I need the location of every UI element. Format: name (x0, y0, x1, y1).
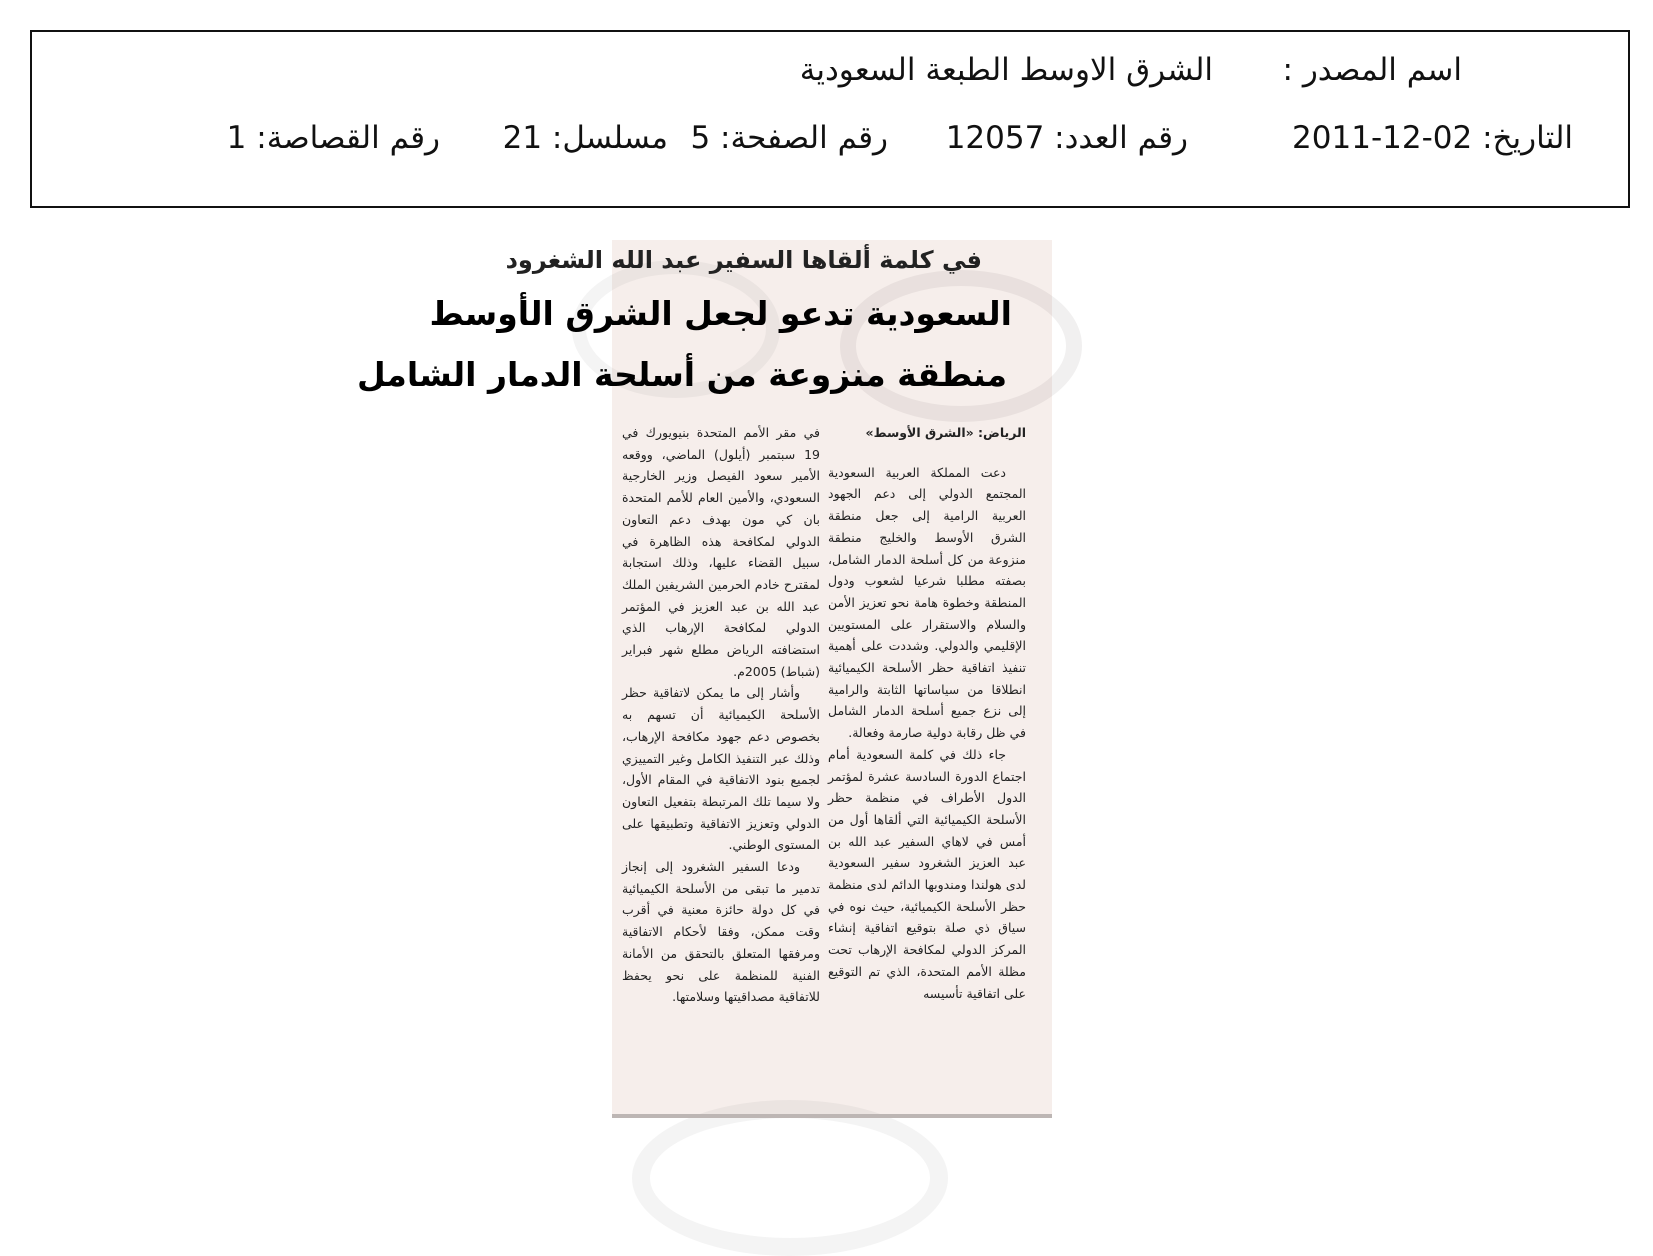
article-paragraph: في مقر الأمم المتحدة بنيويورك في 19 سبتمبر (أيلول) الماضي، ووقعه الأمير سعود الفيصل وزير الخارجية السعودي، والأمين العام للأمم المتحدة بان كي مون بهدف دعم التعاون الدولي لمكافحة هذه الظاهرة في سبيل القضاء عليها، وذلك استجابة لمقترح خادم الحرمين الشريفين الملك عبد الله بن عبد العزيز في المؤتمر الدولي لمكافحة الإرهاب الذي استضافته الرياض مطلع شهر فبراير (شباط) 2005م. (622, 425, 820, 679)
issue-number-field: رقم العدد: 12057 (945, 120, 1188, 156)
source-value: الشرق الاوسط الطبعة السعودية (799, 52, 1213, 88)
article-headline-line-2: منطقة منزوعة من أسلحة الدمار الشامل (356, 355, 1007, 394)
article-paragraph: دعت المملكة العربية السعودية المجتمع الدولي إلى دعم الجهود العربية الرامية إلى جعل منطقة الشرق الأوسط والخليج منطقة منزوعة من كل أسلحة الدمار الشامل، بصفته مطلبا شرعيا لشعوب ودول المنطقة وخطوة هامة نحو تعزيز الأمن والسلام والاستقرار على المستويين الإقليمي والدولي. وشددت على أهمية تنفيذ اتفاقية حظر الأسلحة الكيميائية انطلاقا من سياساتها الثابتة والرامية إلى نزع جميع أسلحة الدمار الشامل في ظل رقابة دولية صارمة وفعالة. (828, 464, 1026, 741)
date-field: التاريخ: 02-12-2011 (1292, 120, 1573, 156)
page-number-field: رقم الصفحة: 5 (690, 120, 888, 156)
article-paragraph: ودعا السفير الشغرود إلى إنجاز تدمير ما تبقى من الأسلحة الكيميائية في كل دولة حائزة معنية في أقرب وقت ممكن، وفقا لأحكام الاتفاقية ومرفقها المتعلق بالتحقق من الأمانة الفنية للمنظمة على نحو يحفظ للاتفاقية مصداقيتها وسلامتها. (622, 859, 820, 1005)
article-column-left (622, 422, 820, 1008)
clip-number-field: رقم القصاصة: 1 (226, 120, 440, 156)
newspaper-clipping (356, 240, 1052, 1118)
article-paragraph: جاء ذلك في كلمة السعودية أمام اجتماع الدورة السادسة عشرة لمؤتمر الدول الأطراف في منظمة حظر الأسلحة الكيميائية التي ألقاها أول من أمس في لاهاي السفير عبد الله بن عبد العزيز الشغرود سفير السعودية لدى هولندا ومندوبها الدائم لدى منظمة حظر الأسلحة الكيميائية، حيث نوه في سياق ذي صلة بتوقيع اتفاقية إنشاء المركز الدولي لمكافحة الإرهاب تحت مظلة الأمم المتحدة، الذي تم التوقيع على اتفاقية تأسيسه (828, 746, 1026, 1001)
watermark-seal (840, 270, 1082, 422)
article-column-right (828, 422, 1026, 1004)
watermark-seal (632, 1100, 948, 1256)
article-headline-line-1: السعودية تدعو لجعل الشرق الأوسط (429, 294, 1012, 333)
article-kicker: في كلمة ألقاها السفير عبد الله الشغرود (505, 246, 982, 274)
clipping-header-box (30, 30, 1630, 208)
serial-field: مسلسل: 21 (502, 120, 668, 156)
source-label: اسم المصدر : (1282, 52, 1462, 88)
article-dateline: الرياض: «الشرق الأوسط» (865, 425, 1026, 440)
article-paragraph: وأشار إلى ما يمكن لاتفاقية حظر الأسلحة الكيميائية أن تسهم به بخصوص دعم جهود مكافحة الإرهاب، وذلك عبر التنفيذ الكامل وغير التمييزي لجميع بنود الاتفاقية في المقام الأول، ولا سيما تلك المرتبطة بتفعيل التعاون الدولي وتعزيز الاتفاقية وتطبيقها على المستوى الوطني. (622, 685, 820, 853)
clipping-bottom-rule (612, 1114, 1052, 1118)
